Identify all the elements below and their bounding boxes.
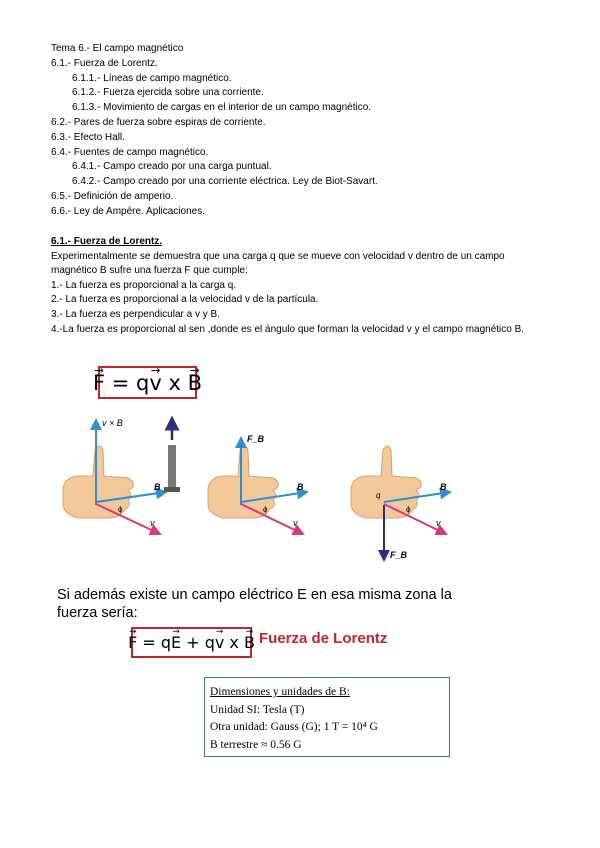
section-heading: 6.1.- Fuerza de Lorentz.: [51, 236, 163, 247]
toc-item: Tema 6.- El campo magnético: [51, 43, 184, 54]
formula-eq: = q: [105, 370, 150, 395]
point-item: 4.-La fuerza es proporcional al sen ,donde es el ángulo que forman la velocidad v y el campo magnético B.: [51, 323, 525, 335]
hand-figure-2: [208, 434, 307, 534]
units-line: B terrestre ≈ 0.56 G: [210, 738, 302, 751]
point-item: 1.- La fuerza es proporcional a la carga q.: [51, 279, 237, 291]
lorentz-section: [51, 235, 541, 337]
vector-F: → F: [93, 371, 105, 395]
vector-v: → v: [215, 633, 224, 652]
toc-item: 6.1.1.- Líneas de campo magnético.: [72, 72, 232, 84]
vector-B: → B: [188, 371, 202, 395]
q-label: q: [376, 491, 381, 500]
hand-icon: [208, 446, 278, 518]
lorentz-magnetic-formula: [93, 366, 203, 399]
right-hand-rule-figures: [58, 410, 488, 570]
phi-label: ϕ: [118, 505, 123, 514]
v-label: v: [436, 518, 441, 528]
hand-icon: [63, 446, 133, 518]
table-of-contents: [51, 42, 378, 220]
v-label: v: [150, 518, 155, 528]
hand-figure-1: [63, 418, 180, 534]
lorentz-full-formula: [128, 627, 255, 658]
units-line: Unidad SI: Tesla (T): [210, 703, 305, 716]
toc-item: 6.4.- Fuentes de campo magnético.: [51, 146, 209, 158]
toc-item: 6.2.- Pares de fuerza sobre espiras de corriente.: [51, 116, 266, 128]
toc-item: 6.4.1.- Campo creado por una carga puntual.: [72, 161, 272, 173]
formula-eq: = q: [137, 633, 171, 652]
lorentz-label: Fuerza de Lorentz: [259, 630, 388, 647]
units-line: Otra unidad: Gauss (G); 1 T = 10⁴ G: [210, 721, 378, 733]
toc-item: 6.6.- Ley de Ampère. Aplicaciones.: [51, 205, 205, 217]
efield-text: Si además existe un campo eléctrico E en esa misma zona la fuerza sería:: [57, 587, 452, 621]
vector-E: → E: [171, 633, 181, 652]
units-box: [204, 677, 450, 757]
v-label: v: [293, 518, 298, 528]
toc-item: 6.1.3.- Movimiento de cargas en el interior de un campo magnético.: [72, 102, 372, 114]
screw-icon: [168, 445, 176, 487]
section-intro: Experimentalmente se demuestra que una carga q que se mueve con velocidad v dentro de un campo magnético B sufre una fuerza F que cumple:: [51, 250, 505, 277]
toc-item: 6.3.- Efecto Hall.: [51, 131, 125, 143]
B-label: B: [154, 482, 161, 492]
formula-cross: x: [224, 633, 244, 652]
FB-label: F_B: [247, 434, 265, 444]
B-label: B: [297, 482, 304, 492]
vector-B: → B: [244, 633, 255, 652]
formula-cross: x: [161, 370, 188, 395]
toc-item: 6.1.- Fuerza de Lorentz.: [51, 57, 158, 69]
toc-item: 6.5.- Definición de amperio.: [51, 190, 174, 202]
hand-figure-3: [351, 446, 450, 560]
vector-v: → v: [149, 371, 161, 395]
hand-icon: [351, 446, 421, 518]
point-item: 3.- La fuerza es perpendicular a v y B.: [51, 308, 220, 320]
units-title: Dimensiones y unidades de B:: [210, 686, 350, 698]
phi-label: ϕ: [406, 505, 411, 514]
point-item: 2.- La fuerza es proporcional a la velocidad v de la partícula.: [51, 294, 319, 306]
B-label: B: [440, 482, 447, 492]
vxB-label: v × B: [102, 418, 123, 428]
FB-label: F_B: [390, 550, 408, 560]
toc-item: 6.4.2.- Campo creado por una corriente eléctrica. Ley de Biot-Savart.: [72, 176, 378, 188]
formula-plus: + q: [181, 633, 215, 652]
toc-item: 6.1.2.- Fuerza ejercida sobre una corriente.: [72, 87, 264, 99]
vector-F: → F: [128, 633, 137, 652]
phi-label: ϕ: [263, 505, 268, 514]
